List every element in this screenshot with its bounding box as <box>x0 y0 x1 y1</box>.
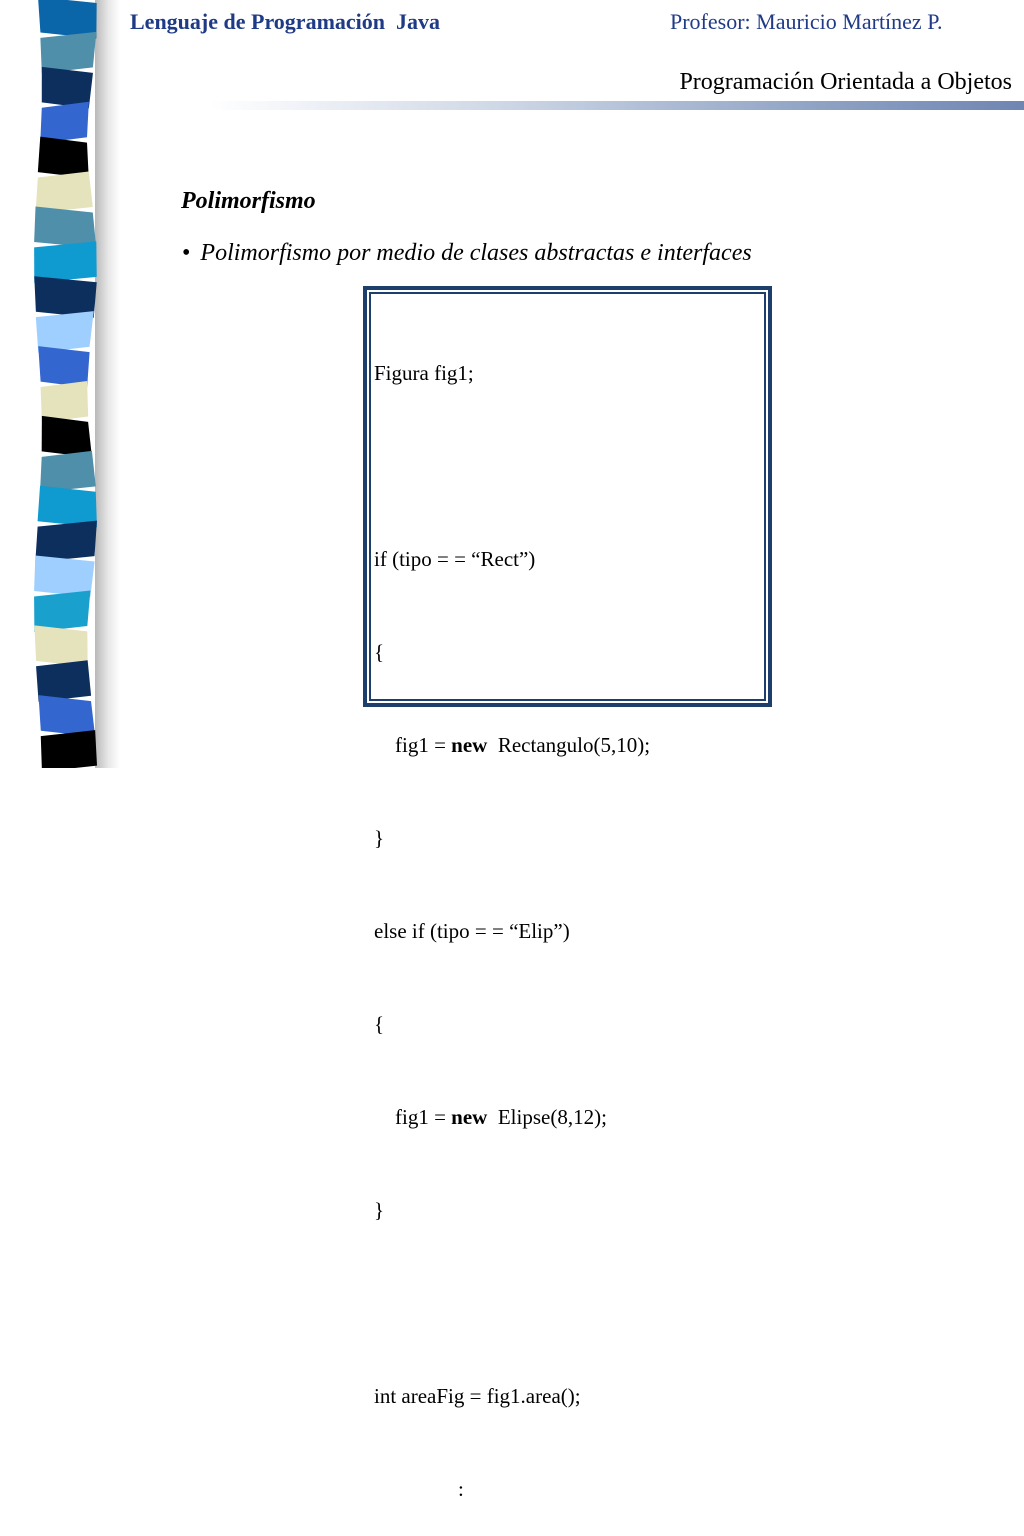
ribbon-stripe <box>40 451 96 493</box>
ribbon-stripe <box>34 241 97 283</box>
header-gradient-bar <box>210 101 1024 110</box>
ribbon-stripe <box>34 276 96 318</box>
slide-title: Polimorfismo <box>181 188 316 214</box>
keyword-new: new <box>451 1105 488 1129</box>
code-line <box>374 1102 650 1133</box>
ribbon-stripe <box>42 416 92 458</box>
code-text: fig1 = <box>374 1105 452 1129</box>
code-line: Figura fig1; <box>374 361 474 385</box>
code-box <box>363 286 772 1501</box>
ribbon-stripe <box>42 67 93 109</box>
keyword-new: new <box>451 733 488 757</box>
code-line <box>374 1288 650 1319</box>
ribbon-stripe <box>38 486 97 528</box>
ribbon-stripe <box>35 172 92 214</box>
course-title: Lenguaje de Programación Java <box>130 9 441 34</box>
code-line: if (tipo = = “Rect”) <box>374 547 536 571</box>
ribbon-stripe <box>36 660 91 702</box>
code-line: else if (tipo = = “Elip”) <box>374 919 570 943</box>
ribbon-stripe <box>39 695 96 737</box>
professor-name: Profesor: Mauricio Martínez P. <box>670 9 943 34</box>
ribbon-stripe <box>38 346 89 388</box>
code-text: Rectangulo(5,10); <box>487 733 651 757</box>
ribbon-stripes <box>0 0 110 768</box>
ribbon-stripe <box>40 32 96 74</box>
bullet-text: Polimorfismo por medio de clases abstractas e interfaces <box>200 240 752 266</box>
code-line <box>374 451 650 482</box>
code-text: Elipse(8,12); <box>487 1105 607 1129</box>
ribbon-stripe <box>40 102 89 144</box>
ribbon-stripe <box>34 625 87 667</box>
code-line <box>374 730 650 761</box>
ribbon-stripe <box>41 381 89 423</box>
decorative-ribbon <box>0 0 120 768</box>
ribbon-stripe <box>35 521 97 563</box>
code-block <box>374 296 650 1536</box>
code-line: { <box>374 1012 385 1036</box>
code-line: } <box>374 826 385 850</box>
ribbon-stripe <box>34 556 95 598</box>
ribbon-stripe <box>41 730 97 768</box>
code-line: { <box>374 640 385 664</box>
code-line: : <box>374 1477 464 1501</box>
ribbon-stripe <box>34 590 90 632</box>
code-text: fig1 = <box>374 733 452 757</box>
ribbon-stripe <box>36 311 94 353</box>
bullet-item <box>182 240 752 267</box>
ribbon-stripe <box>38 0 97 39</box>
ribbon-stripe <box>34 206 96 248</box>
code-line: } <box>374 1198 385 1222</box>
ribbon-stripe <box>38 137 89 179</box>
section-subtitle: Programación Orientada a Objetos <box>679 69 1012 95</box>
bullet-marker: • <box>182 240 191 266</box>
code-line: int areaFig = fig1.area(); <box>374 1384 581 1408</box>
